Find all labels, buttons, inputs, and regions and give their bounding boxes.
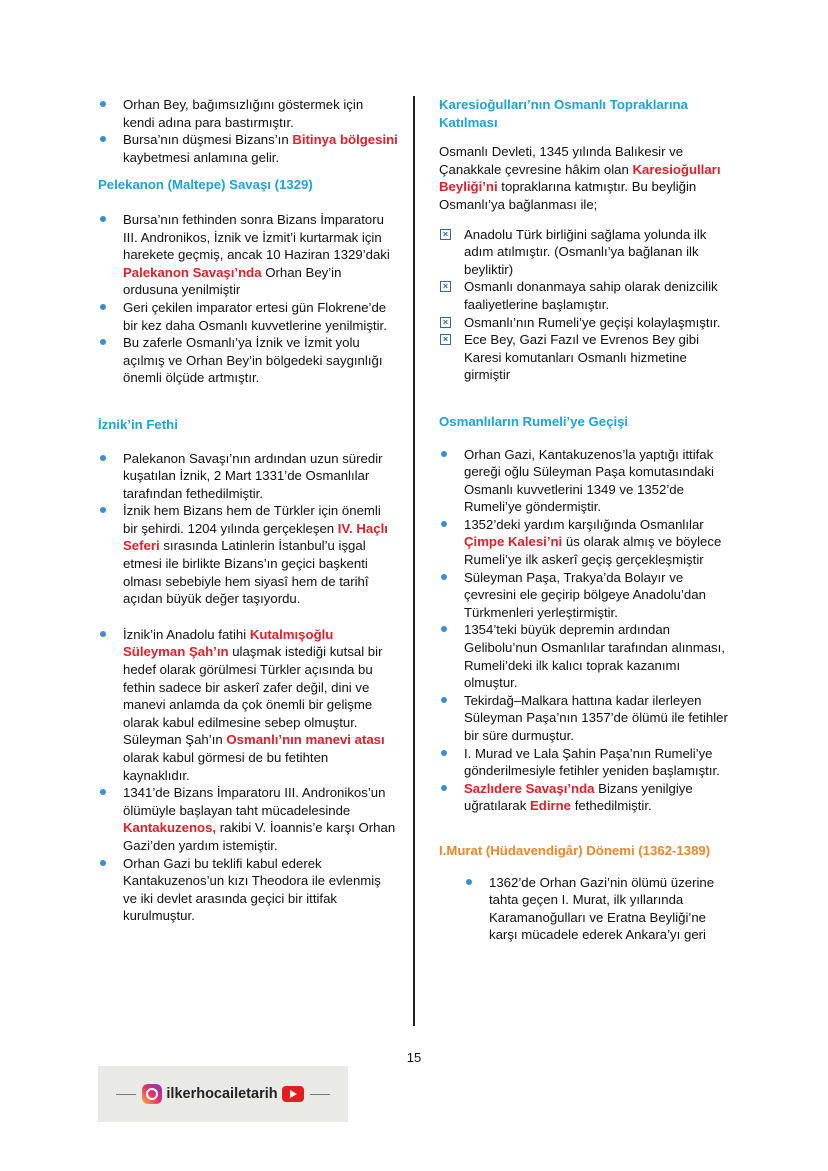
list-item [98,334,398,387]
heading-murat: I.Murat (Hüdavendigâr) Dönemi (1362-1389) [439,842,711,858]
intro-list [98,96,398,166]
iznik-list-a [98,450,398,608]
list-item [98,502,398,608]
text-segment: 1352’deki yardım karşılığında Osmanlılar [464,516,704,532]
text-segment: Osmanlı’nın Rumeli’ye geçişi kolaylaşmıştır. [464,314,721,330]
highlight-term: Bitinya bölgesini [292,132,398,148]
logo-right-line [310,1094,330,1095]
checkbox-x-icon: × [440,317,451,328]
highlight-term: Çimpe Kalesi’ni [464,534,563,550]
text-segment: Geri çekilen imparator ertesi gün Flokrene’de bir kez daha Osmanlı kuvvetlerine yenilmiştir. [123,299,387,333]
list-item [98,211,398,299]
text-segment: Orhan Gazi bu teklifi kabul ederek Kantakuzenos’un kızı Theodora ile evlenmiş ve iki devlet arasında geçici bir ittifak kurulmuştur. [123,855,381,924]
text-segment: fethedilmiştir. [571,798,652,814]
text-segment: 1341’de Bizans İmparatoru III. Andronikos’un ölümüyle başlayan taht mücadelesinde [123,785,386,818]
heading-rumeli: Osmanlıların Rumeli’ye Geçişi [439,413,629,429]
list-item [98,855,398,925]
highlight-term: Kutalmışoğlu Süleyman Şah’ın [123,626,334,660]
text-segment: topraklarına katmıştır. Bu beyliğin Osmanlı’ya bağlanması ile; [439,179,697,212]
text-segment: 1354’teki büyük depremin ardından Gelibolu’nun Osmanlılar tarafından alınması, Rumeli’deki ilk kalıcı toprak kazanımı olmuştur. [464,622,725,691]
list-item [98,450,398,503]
rumeli-list [439,446,735,815]
list-item [439,780,735,815]
list-item [439,621,735,691]
text-segment: Bursa’nın fethinden sonra Bizans İmparatoru III. Andronikos, İznik ve İzmit’i kurtarmak için harekete geçmiş, ancak 10 Haziran 1329’daki [123,211,390,263]
text-segment: Orhan Bey, bağımsızlığını göstermek için kendi adına para bastırmıştır. [123,97,364,130]
text-segment: I. Murad ve Lala Şahin Paşa’nın Rumeli’ye gönderilmesiyle fetihler yeniden başlamıştır. [464,745,720,779]
karesi-results-list [439,226,735,384]
list-item [439,331,735,384]
text-segment: kaybetmesi anlamına gelir. [123,149,280,165]
heading-karesi: Karesioğulları’nın Osmanlı Topraklarına Katılması [439,97,688,130]
text-segment: İznik’in Anadolu fatihi [123,626,250,642]
footer-logo [98,1066,348,1122]
list-item [98,784,398,854]
left-column [98,96,398,925]
text-segment: İznik hem Bizans hem de Türkler için önemli bir şehirdi. 1204 yılında gerçekleşen [123,503,381,536]
text-segment: Bursa’nın düşmesi Bizans’ın [123,132,293,148]
heading-pelekanon: Pelekanon (Maltepe) Savaşı (1329) [98,177,313,193]
text-segment: ulaşmak istediği kutsal bir hedef olarak görülmesi Türkler açısında bu fethin sadece bir askerî zafer değil, dini ve manevi anlamda da çok önemli bir gelişme olarak kabul edilmesine sebep olmuştur. Süleyman Şah’ın [123,644,383,748]
highlight-term: Edirne [529,798,572,814]
list-item [439,226,735,279]
highlight-term: Osmanlı’nın manevi atası [226,732,385,748]
text-segment: Tekirdağ–Malkara hattına kadar ilerleyen Süleyman Paşa’nın 1357’de ölümü ile fetihler bir süre durmuştur. [464,692,728,743]
page-number: 15 [406,1050,422,1065]
text-segment: 1362’de Orhan Gazi’nin ölümü üzerine tahta geçen I. Murat, ilk yıllarında Karamanoğulları ve Eratna Beyliği’ne karşı mücadele ederek Ankara’yı geri [489,874,715,943]
text-segment: sırasında Latinlerin İstanbul’u işgal etmesi ile birlikte Bizans’ın geçici başkenti olması sebebiyle hem siyasî hem de tarihî açıdan büyük değer taşıyordu. [123,538,369,607]
list-item [464,874,735,944]
highlight-term: Sazlıdere Savaşı’nda [464,780,595,796]
pelekanon-list [98,211,398,387]
list-item [439,569,735,622]
right-column [439,96,735,944]
text-segment: Anadolu Türk birliğini sağlama yolunda ilk adım atılmıştır. (Osmanlı’ya bağlanan ilk beyliktir) [464,226,707,277]
list-item [98,626,398,784]
text-segment: Bu zaferle Osmanlı’ya İznik ve İzmit yolu açılmış ve Orhan Bey’in bölgedeki saygınlığı önemli ölçüde artmıştır. [123,335,383,386]
brand-name: ilkerhocailetarih [166,1086,278,1102]
list-item [439,692,735,745]
text-segment: Bizans yenilgiye uğratılarak [464,780,693,814]
text-segment: Osmanlı donanmaya sahip olarak denizcilik faaliyetlerine başlamıştır. [464,279,718,312]
text-segment: Orhan Bey’in ordusuna yenilmiştir [123,264,342,298]
text-segment: Ece Bey, Gazi Fazıl ve Evrenos Bey gibi Karesi komutanları Osmanlı hizmetine girmiştir [464,332,700,383]
list-item [439,516,735,569]
highlight-term: Karesioğulları Beyliği’ni [439,161,721,195]
list-item [439,314,735,332]
list-item [439,745,735,780]
text-segment: olarak kabul görmesi de bu fetihten kaynaklıdır. [123,750,329,783]
highlight-term: IV. Haçlı Seferi [123,520,388,554]
karesi-paragraph [439,143,735,213]
heading-iznik: İznik’in Fethi [98,416,178,432]
list-item [439,278,735,313]
text-segment: rakibi V. İoannis’e karşı Orhan Gazi’den yardım istemiştir. [123,820,396,853]
list-item [439,446,735,516]
text-segment: Osmanlı Devleti, 1345 yılında Balıkesir ve Çanakkale çevresine hâkim olan [439,144,684,177]
text-segment: üs olarak almış ve böylece Rumeli’ye ilk askerî geçiş gerçekleşmiştir [464,534,722,568]
murat-list [464,874,735,944]
text-segment: Süleyman Paşa, Trakya’da Bolayır ve çevresini ele geçirip bölgeye Anadolu’dan Türkmenleri yerleştirmiştir. [464,569,706,620]
column-divider [413,96,415,1026]
checkbox-x-icon: × [440,334,451,345]
list-item [98,299,398,334]
checkbox-x-icon: × [440,281,451,292]
text-segment: Orhan Gazi, Kantakuzenos’la yaptığı ittifak gereği oğlu Süleyman Paşa komutasındaki Osmanlı kuvvetlerini 1349 ve 1352’de Rumeli’ye göndermiştir. [464,446,714,515]
iznik-list-b [98,626,398,925]
instagram-icon [142,1084,162,1104]
youtube-icon [282,1086,304,1102]
text-segment: Palekanon Savaşı’nın ardından uzun süredir kuşatılan İznik, 2 Mart 1331’de Osmanlılar tarafından fethedilmiştir. [123,450,383,501]
list-item [98,96,398,131]
highlight-term: Palekanon Savaşı’nda [123,264,262,280]
highlight-term: Kantakuzenos, [123,820,217,836]
list-item [98,131,398,166]
checkbox-x-icon: × [440,229,451,240]
logo-left-line [116,1094,136,1095]
